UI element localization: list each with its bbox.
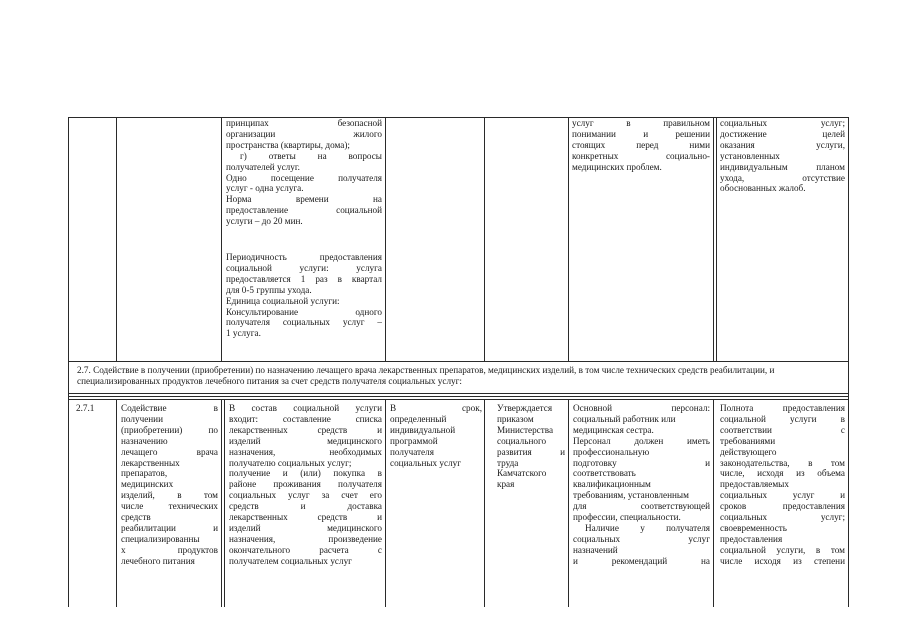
text-line: для соответствующей — [573, 501, 710, 512]
text-line: Утверждается — [497, 403, 553, 413]
top-row-periodicity-cell — [226, 252, 382, 339]
col-divider — [484, 399, 485, 607]
text-line: ухода, отсутствие — [720, 172, 845, 183]
text-line: Содействие в — [121, 403, 218, 413]
col-divider — [484, 117, 485, 361]
text-line: назначений — [573, 544, 618, 555]
text-line: социальный работник или — [573, 413, 676, 424]
text-line: предоставление социальной — [226, 205, 382, 216]
col-divider — [713, 399, 714, 607]
text-line: для 0-5 группы ухода. — [226, 284, 312, 295]
text-line: социальных услуг — [573, 533, 710, 544]
text-line: социальной услуги, в том — [720, 544, 845, 555]
text-line: индивидуальным планом — [720, 161, 845, 172]
service-name-cell — [121, 403, 218, 567]
text-line: профессии, специальности. — [573, 512, 681, 523]
text-line: соответствовать — [573, 468, 636, 479]
text-line: своевременность — [720, 522, 787, 533]
table-left-border — [68, 117, 69, 607]
text-line: получение и (или) покупка в — [229, 468, 382, 479]
text-line: получателем социальных услуг — [229, 555, 352, 566]
text-line: числе, исходя из объема — [720, 468, 845, 479]
text-line: г) ответы на вопросы — [240, 150, 382, 161]
text-line: Наличие у получателя — [585, 522, 710, 533]
text-line: районе проживания получателя — [229, 479, 382, 490]
text-line: и рекомендаций на — [573, 555, 710, 566]
text-line: соответствии с — [720, 424, 845, 435]
text-line: средств и доставка — [229, 501, 382, 512]
text-line: обоснованных жалоб. — [720, 183, 806, 194]
text-line: медицинских проблем. — [572, 161, 662, 172]
top-row-content-cell — [226, 118, 382, 227]
text-line: подготовку и — [573, 457, 710, 468]
text-line: приказом — [497, 413, 534, 424]
text-line: Персонал должен иметь — [573, 435, 710, 446]
text-line: индивидуальной — [390, 424, 456, 435]
text-line: достижение целей — [720, 128, 845, 139]
col-divider — [568, 399, 569, 607]
text-line: лечащего врача — [121, 446, 218, 457]
text-line: края — [497, 479, 515, 490]
text-line: медицинских — [121, 479, 174, 490]
text-line: социальных услуг; — [720, 512, 845, 523]
col-divider — [221, 399, 222, 607]
text-line: труда — [497, 457, 519, 468]
text-line: действующего — [720, 446, 777, 457]
text-line: лечебного питания — [121, 555, 195, 566]
text-line: В срок, — [390, 403, 482, 413]
text-line: изделий, в том — [121, 490, 218, 501]
text-line: (приобретении) по — [121, 424, 218, 435]
service-term-cell — [390, 403, 482, 468]
text-line: Консультирование одного — [226, 306, 382, 317]
quality-criteria-cell — [720, 403, 845, 567]
text-line: услуг в правильном — [572, 118, 710, 128]
text-line: числе технических — [121, 501, 218, 512]
text-line: понимании и решении — [572, 128, 710, 139]
text-line: средств — [121, 512, 151, 523]
table-right-border — [848, 117, 849, 607]
text-line: пространства (квартиры, дома); — [226, 139, 350, 150]
row-divider-before-section — [68, 361, 849, 362]
text-line: социальных услуг и — [720, 490, 845, 501]
text-line: получателей услуг. — [226, 161, 300, 172]
text-line: В состав социальной услуги — [229, 403, 382, 413]
text-line: назначения, необходимых — [229, 446, 382, 457]
text-line: реабилитации и — [121, 522, 218, 533]
text-line: назначения, произведение — [229, 533, 382, 544]
text-line: предоставления — [720, 533, 783, 544]
top-row-staff-cell — [572, 118, 710, 173]
text-line: предоставляется 1 раз в квартал — [226, 273, 382, 284]
text-line: социальных услуг — [390, 457, 462, 468]
text-line: установленных — [720, 150, 780, 161]
text-line: числе исходя из степени — [720, 555, 845, 566]
text-line: определенный — [390, 413, 447, 424]
text-line: требованиями — [720, 435, 776, 446]
text-line: окончательного расчета с — [229, 544, 382, 555]
section-title: 2.7. Содействие в получении (приобретении) по назначению лечащего врача лекарственных препаратов, медицинских изделий, в том числе технических средств реабилитации, и специализированных продуктов лечебного питания за счет средств получателя социальных услуг: — [77, 365, 775, 386]
text-line: изделий медицинского — [229, 435, 382, 446]
text-line: предоставляемых — [720, 479, 789, 490]
text-line: лекарственных средств и — [229, 512, 382, 523]
text-line: Одно посещение получателя — [226, 172, 382, 183]
text-line: требованиям, установленным — [573, 490, 689, 501]
text-line: сроков предоставления — [720, 501, 845, 512]
row-number: 2.7.1 — [76, 403, 95, 413]
text-line: лекарственных — [121, 457, 180, 468]
text-line: законодательства, в том — [720, 457, 845, 468]
text-line: развития и — [497, 446, 565, 457]
text-line: Норма времени на — [226, 194, 382, 205]
text-line: социальной услуги в — [720, 413, 845, 424]
service-content-cell — [229, 403, 382, 567]
text-line: получателя — [390, 446, 434, 457]
staff-requirements-cell — [573, 403, 710, 567]
text-line: препаратов, — [121, 468, 168, 479]
row-top-2-7-1 — [68, 399, 849, 400]
top-row-quality-cell — [720, 118, 845, 194]
text-line: социальной услуги: услуга — [226, 262, 382, 273]
approval-cell — [489, 403, 565, 490]
text-line: организации жилого — [226, 128, 382, 139]
col-divider — [221, 117, 222, 361]
text-line: Основной персонал: — [573, 403, 710, 413]
text-line: конкретных социально- — [572, 150, 710, 161]
text-line: получении — [121, 413, 164, 424]
text-line: входит: составление списка — [229, 413, 382, 424]
text-line: квалификационным — [573, 479, 651, 490]
text-line: стоящих перед ними — [572, 139, 710, 150]
col-divider — [116, 399, 117, 607]
text-line: получателя социальных услуг – — [226, 317, 382, 328]
text-line: 1 услуга. — [226, 328, 261, 339]
text-line: услуг - одна услуга. — [226, 183, 304, 194]
text-line: х продуктов — [121, 544, 218, 555]
col-divider — [385, 117, 386, 361]
text-line: социальных услуг; — [720, 118, 845, 128]
col-divider — [116, 117, 117, 361]
text-line: оказания услуги, — [720, 139, 845, 150]
row-divider-after-section-2 — [68, 396, 849, 397]
text-line: Министерства — [497, 424, 554, 435]
row-divider-after-section — [68, 393, 849, 394]
text-line: Периодичность предоставления — [226, 252, 382, 262]
text-line: социальных услуг за счет его — [229, 490, 382, 501]
text-line: медицинская сестра. — [573, 424, 654, 435]
text-line: специализированны — [121, 533, 200, 544]
col-divider — [224, 399, 225, 607]
text-line: назначению — [121, 435, 168, 446]
text-line: услуги – до 20 мин. — [226, 216, 303, 227]
text-line: лекарственных средств и — [229, 424, 382, 435]
text-line: Камчатского — [497, 468, 547, 479]
col-divider — [385, 399, 386, 607]
text-line: принципах безопасной — [226, 118, 382, 128]
text-line: Полнота предоставления — [720, 403, 845, 413]
text-line: Единица социальной услуги: — [226, 295, 340, 306]
text-line: социального — [497, 435, 547, 446]
col-divider — [716, 117, 717, 361]
text-line: получателю социальных услуг; — [229, 457, 352, 468]
col-divider — [568, 117, 569, 361]
col-divider — [713, 117, 714, 361]
text-line: программой — [390, 435, 438, 446]
text-line: изделий медицинского — [229, 522, 382, 533]
text-line: профессиональную — [573, 446, 650, 457]
